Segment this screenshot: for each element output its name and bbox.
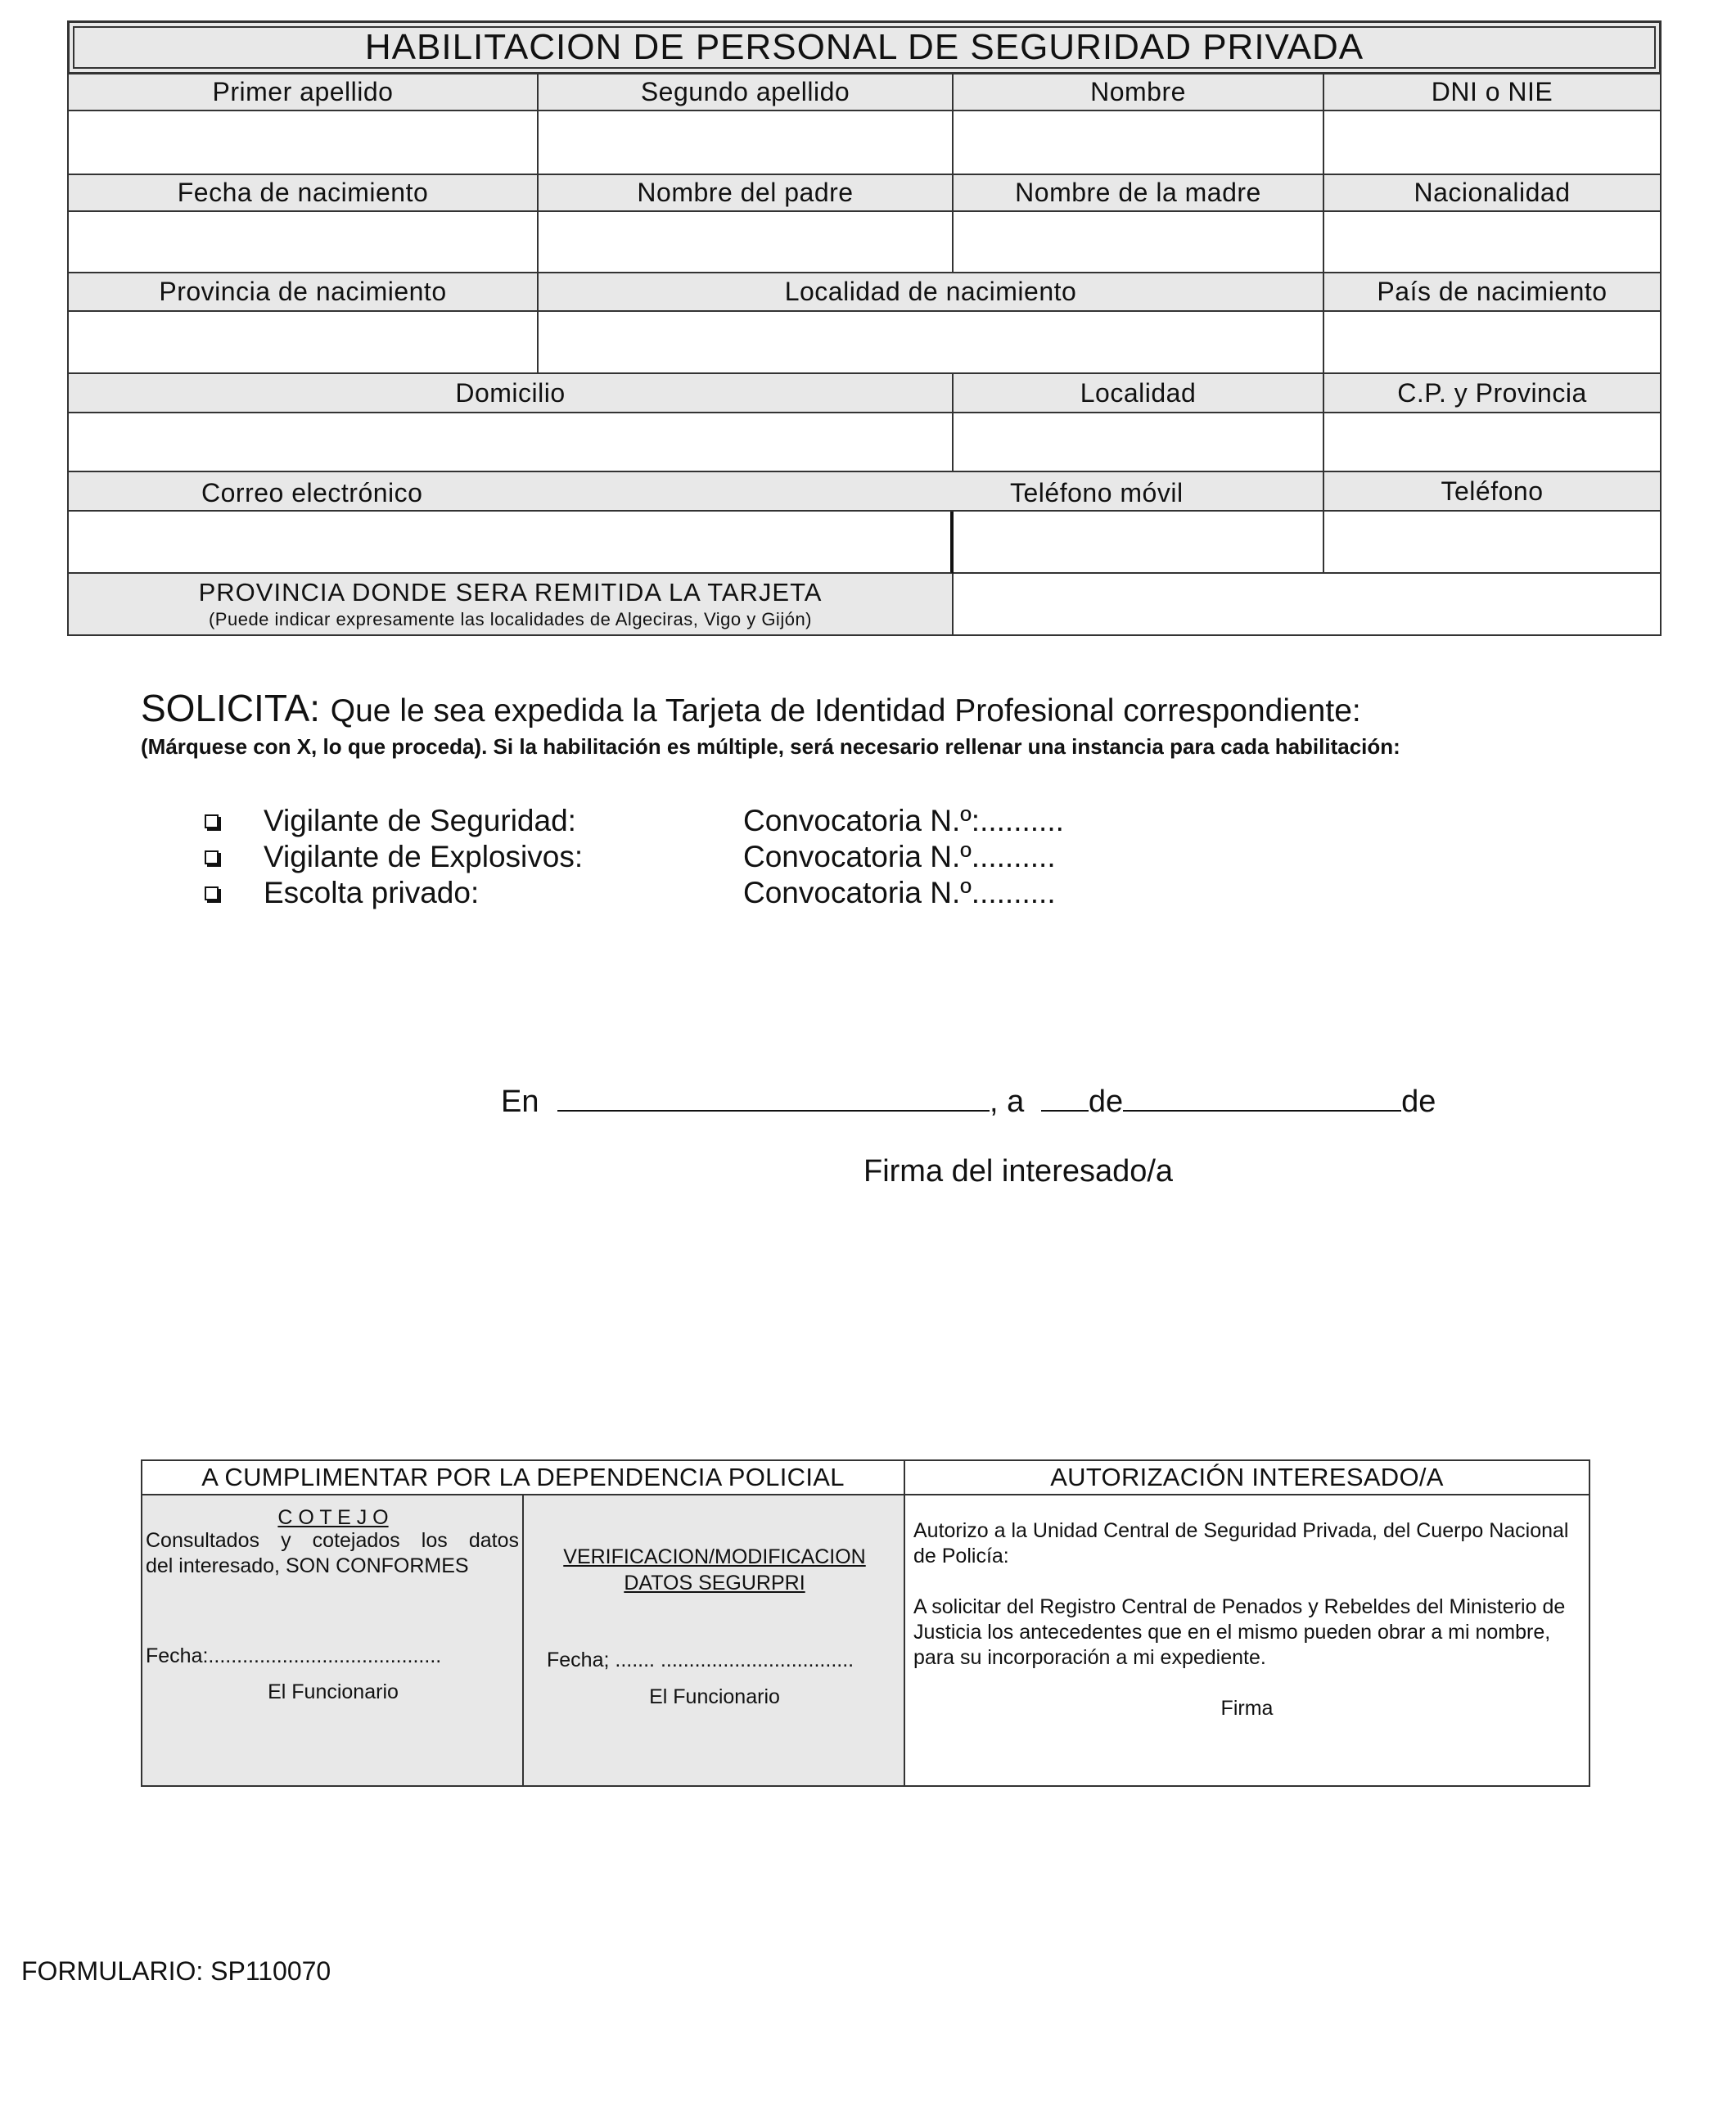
verificacion-title-2: DATOS SEGURPRI <box>624 1572 805 1595</box>
input-dni-nie[interactable] <box>1324 111 1660 175</box>
cotejo-cell <box>142 1495 524 1785</box>
input-primer-apellido[interactable] <box>69 111 539 175</box>
input-segundo-apellido[interactable] <box>539 111 954 175</box>
autorizacion-header: AUTORIZACIÓN INTERESADO/A <box>905 1461 1589 1495</box>
input-pais-nacimiento[interactable] <box>1324 312 1660 374</box>
checkbox-vigilante-seguridad[interactable] <box>205 814 219 828</box>
input-domicilio[interactable] <box>69 413 954 472</box>
label-telefono: Teléfono <box>1324 472 1660 512</box>
input-localidad[interactable] <box>954 413 1324 472</box>
input-nacionalidad[interactable] <box>1324 212 1660 273</box>
label-nombre: Nombre <box>954 74 1324 111</box>
cotejo-text-1: Consultados y cotejados los datos <box>146 1529 519 1552</box>
input-nombre-padre[interactable] <box>539 212 954 273</box>
verificacion-cell <box>524 1495 905 1785</box>
cotejo-funcionario: El Funcionario <box>268 1680 399 1703</box>
option-convocatoria-escolta-privado: Convocatoria N.º.......... <box>743 876 1056 909</box>
input-correo[interactable] <box>69 512 954 574</box>
label-provincia-tarjeta <box>69 574 954 634</box>
autorizacion-text-2b: Justicia los antecedentes que en el mismo pueden obrar a mi nombre, <box>913 1621 1551 1644</box>
label-localidad: Localidad <box>954 374 1324 413</box>
firma-interesado: Firma del interesado/a <box>863 1154 1174 1189</box>
label-dni-nie: DNI o NIE <box>1324 74 1660 111</box>
label-nombre-madre: Nombre de la madre <box>954 175 1324 212</box>
input-localidad-nacimiento[interactable] <box>539 312 1324 374</box>
verificacion-title-1: VERIFICACION/MODIFICACION <box>563 1545 866 1568</box>
label-provincia-nacimiento: Provincia de nacimiento <box>69 273 539 312</box>
form-code: FORMULARIO: SP110070 <box>21 1956 331 1986</box>
verificacion-funcionario: El Funcionario <box>649 1685 780 1708</box>
label-localidad-nacimiento: Localidad de nacimiento <box>539 273 1324 312</box>
label-pais-nacimiento: País de nacimiento <box>1324 273 1660 312</box>
label-cp-provincia: C.P. y Provincia <box>1324 374 1660 413</box>
cotejo-fecha[interactable]: Fecha:......................................... <box>146 1644 442 1667</box>
autorizacion-text-1b: de Policía: <box>913 1545 1009 1567</box>
label-nombre-padre: Nombre del padre <box>539 175 954 212</box>
de-label-1: de <box>1088 1085 1124 1119</box>
signature-date-line <box>501 1085 1436 1120</box>
autorizacion-cell <box>905 1495 1589 1785</box>
autorizacion-firma: Firma <box>1220 1697 1274 1720</box>
provincia-tarjeta-title: PROVINCIA DONDE SERA REMITIDA LA TARJETA <box>198 578 823 607</box>
option-convocatoria-vigilante-seguridad: Convocatoria N.º:.......... <box>743 804 1064 837</box>
de-label-2: de <box>1401 1085 1436 1119</box>
verificacion-fecha[interactable]: Fecha; ....... .................................. <box>547 1649 854 1671</box>
checkbox-vigilante-explosivos[interactable] <box>205 850 219 864</box>
solicita-text: Que le sea expedida la Tarjeta de Identidad Profesional correspondiente: <box>330 693 1361 728</box>
cotejo-text-2: del interesado, SON CONFORMES <box>146 1554 469 1577</box>
label-nacionalidad: Nacionalidad <box>1324 175 1660 212</box>
personal-data-grid <box>67 74 1662 636</box>
label-correo: Correo electrónico <box>201 478 423 507</box>
input-telefono[interactable] <box>1324 512 1660 574</box>
day-field[interactable] <box>1041 1085 1089 1112</box>
dependencia-policial-header: A CUMPLIMENTAR POR LA DEPENDENCIA POLICIAL <box>142 1461 905 1495</box>
official-use-table <box>141 1459 1590 1787</box>
label-segundo-apellido: Segundo apellido <box>539 74 954 111</box>
a-label: , a <box>990 1085 1025 1119</box>
form-title: HABILITACION DE PERSONAL DE SEGURIDAD PRIVADA <box>73 26 1656 69</box>
month-field[interactable] <box>1123 1085 1401 1112</box>
autorizacion-text-1a: Autorizo a la Unidad Central de Seguridad Privada, del Cuerpo Nacional <box>913 1519 1569 1542</box>
input-cp-provincia[interactable] <box>1324 413 1660 472</box>
label-primer-apellido: Primer apellido <box>69 74 539 111</box>
autorizacion-text-2c: para su incorporación a mi expediente. <box>913 1646 1266 1669</box>
en-place-field[interactable] <box>557 1085 990 1112</box>
solicita-instruction: (Márquese con X, lo que proceda). Si la habilitación es múltiple, será necesario rellenar una instancia para cada habilitación: <box>141 734 1400 759</box>
input-provincia-nacimiento[interactable] <box>69 312 539 374</box>
label-row-contacto <box>69 472 1324 512</box>
provincia-tarjeta-note: (Puede indicar expresamente las localidades de Algeciras, Vigo y Gijón) <box>208 609 813 629</box>
option-label-vigilante-explosivos: Vigilante de Explosivos: <box>264 840 584 873</box>
input-fecha-nacimiento[interactable] <box>69 212 539 273</box>
en-label: En <box>501 1085 539 1119</box>
label-fecha-nacimiento: Fecha de nacimiento <box>69 175 539 212</box>
checkbox-escolta-privado[interactable] <box>205 886 219 900</box>
option-convocatoria-vigilante-explosivos: Convocatoria N.º.......... <box>743 840 1056 873</box>
solicita-heading <box>141 686 1361 730</box>
input-provincia-tarjeta[interactable] <box>954 574 1660 634</box>
input-nombre-madre[interactable] <box>954 212 1324 273</box>
option-label-escolta-privado: Escolta privado: <box>264 876 480 909</box>
option-label-vigilante-seguridad: Vigilante de Seguridad: <box>264 804 576 837</box>
label-telefono-movil: Teléfono móvil <box>1010 478 1184 507</box>
autorizacion-text-2a: A solicitar del Registro Central de Penados y Rebeldes del Ministerio de <box>913 1595 1566 1618</box>
input-telefono-movil[interactable] <box>954 512 1324 574</box>
cotejo-title: C O T E J O <box>277 1506 389 1529</box>
label-domicilio: Domicilio <box>69 374 954 413</box>
solicita-word: SOLICITA: <box>141 687 320 729</box>
form-title-box <box>67 20 1662 74</box>
input-nombre[interactable] <box>954 111 1324 175</box>
